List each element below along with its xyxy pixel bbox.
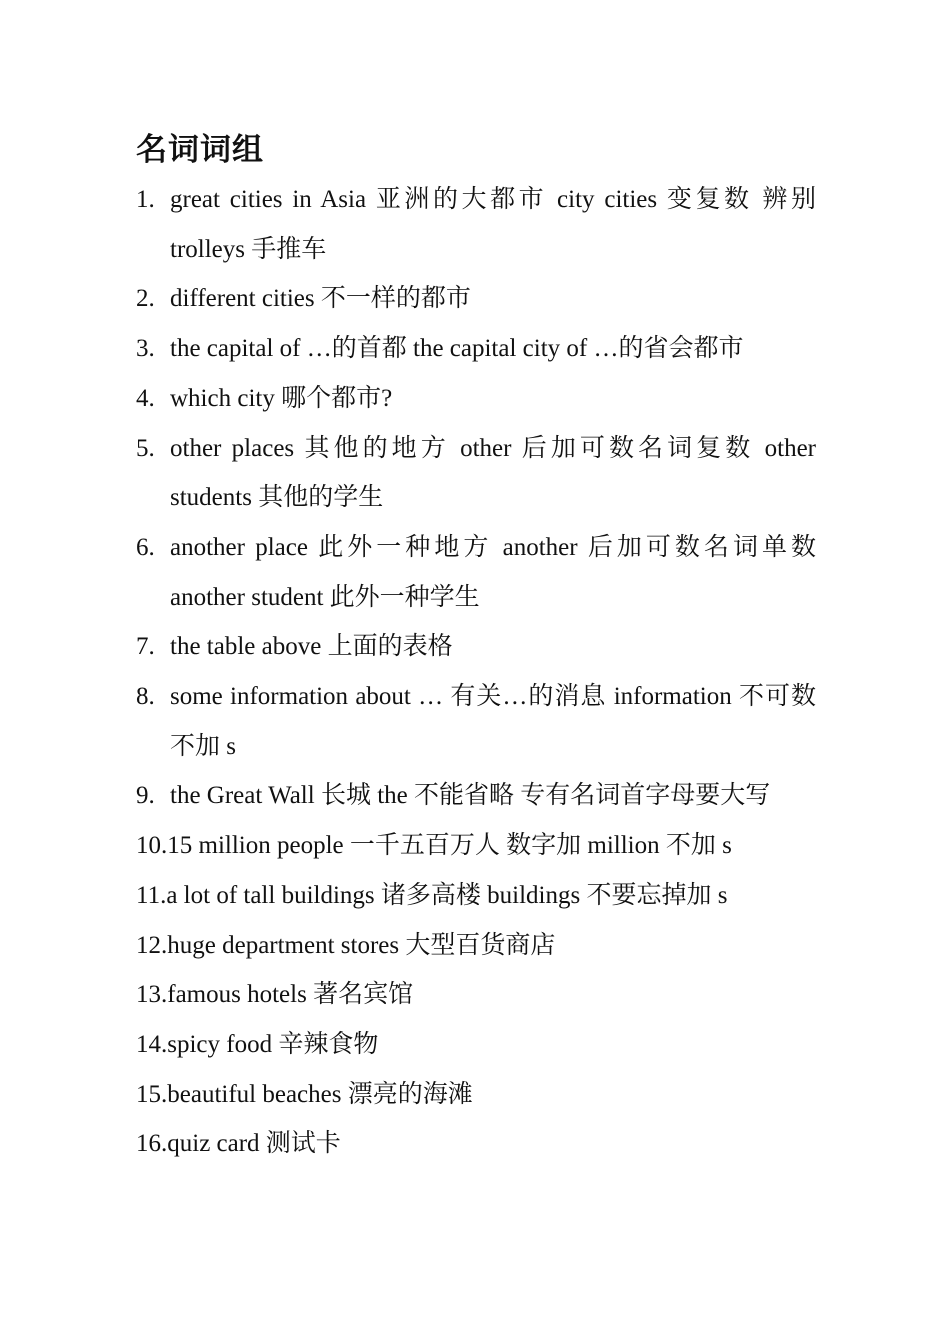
item-number: 1. (136, 186, 155, 213)
list-item (136, 771, 816, 821)
page-title: 名词词组 (136, 132, 264, 167)
list-item (136, 871, 816, 921)
list-item (136, 324, 816, 374)
item-number: 14. (136, 1030, 168, 1058)
list-item (136, 523, 816, 622)
vocabulary-list (136, 175, 816, 1169)
item-number: 16. (136, 1130, 168, 1158)
item-number: 13. (136, 981, 168, 1009)
list-item (136, 622, 816, 672)
list-item (136, 1070, 816, 1120)
item-text: huge department stores 大型百货商店 (167, 931, 556, 959)
list-item (136, 672, 816, 771)
item-number: 6. (136, 533, 155, 561)
list-item (136, 970, 816, 1020)
item-text: spicy food 辛辣食物 (167, 1030, 379, 1058)
item-number: 5. (136, 434, 155, 462)
item-text: beautiful beaches 漂亮的海滩 (167, 1080, 473, 1108)
list-item (136, 424, 816, 523)
item-number: 8. (136, 683, 155, 711)
item-text: another place 此外一种地方 another 后加可数名词单数 another student 此外一种学生 (170, 533, 816, 611)
item-number: 9. (136, 782, 155, 810)
item-number: 12. (136, 931, 168, 959)
item-text: the capital of …的首都 the capital city of …的省会都市 (170, 335, 744, 363)
item-number: 7. (136, 633, 155, 661)
item-number: 3. (136, 335, 155, 363)
item-text: which city 哪个都市? (170, 384, 393, 412)
list-item (136, 175, 816, 274)
list-item (136, 921, 816, 971)
item-number: 4. (136, 384, 155, 412)
item-text: a lot of tall buildings 诸多高楼 buildings 不要忘掉加 s (166, 881, 728, 909)
list-item (136, 374, 816, 424)
list-item (136, 1020, 816, 1070)
item-number: 11. (136, 881, 167, 909)
item-text: the table above 上面的表格 (170, 633, 453, 661)
item-text: other places 其他的地方 other 后加可数名词复数 other students 其他的学生 (170, 434, 816, 512)
list-item (136, 274, 816, 324)
item-text: the Great Wall 长城 the 不能省略 专有名词首字母要大写 (170, 782, 771, 810)
item-number: 10. (136, 832, 168, 860)
list-item (136, 821, 816, 871)
item-text: different cities 不一样的都市 (170, 285, 471, 313)
item-text: some information about … 有关…的消息 information 不可数不加 s (170, 683, 816, 760)
list-item (136, 1119, 816, 1169)
item-text: 15 million people 一千五百万人 数字加 million 不加 s (167, 832, 732, 860)
item-text: famous hotels 著名宾馆 (167, 981, 414, 1009)
item-text: great cities in Asia 亚洲的大都市 city cities 变复数 辨别 trolleys 手推车 (170, 186, 816, 263)
item-text: quiz card 测试卡 (167, 1130, 341, 1158)
item-number: 2. (136, 285, 155, 313)
item-number: 15. (136, 1080, 168, 1108)
